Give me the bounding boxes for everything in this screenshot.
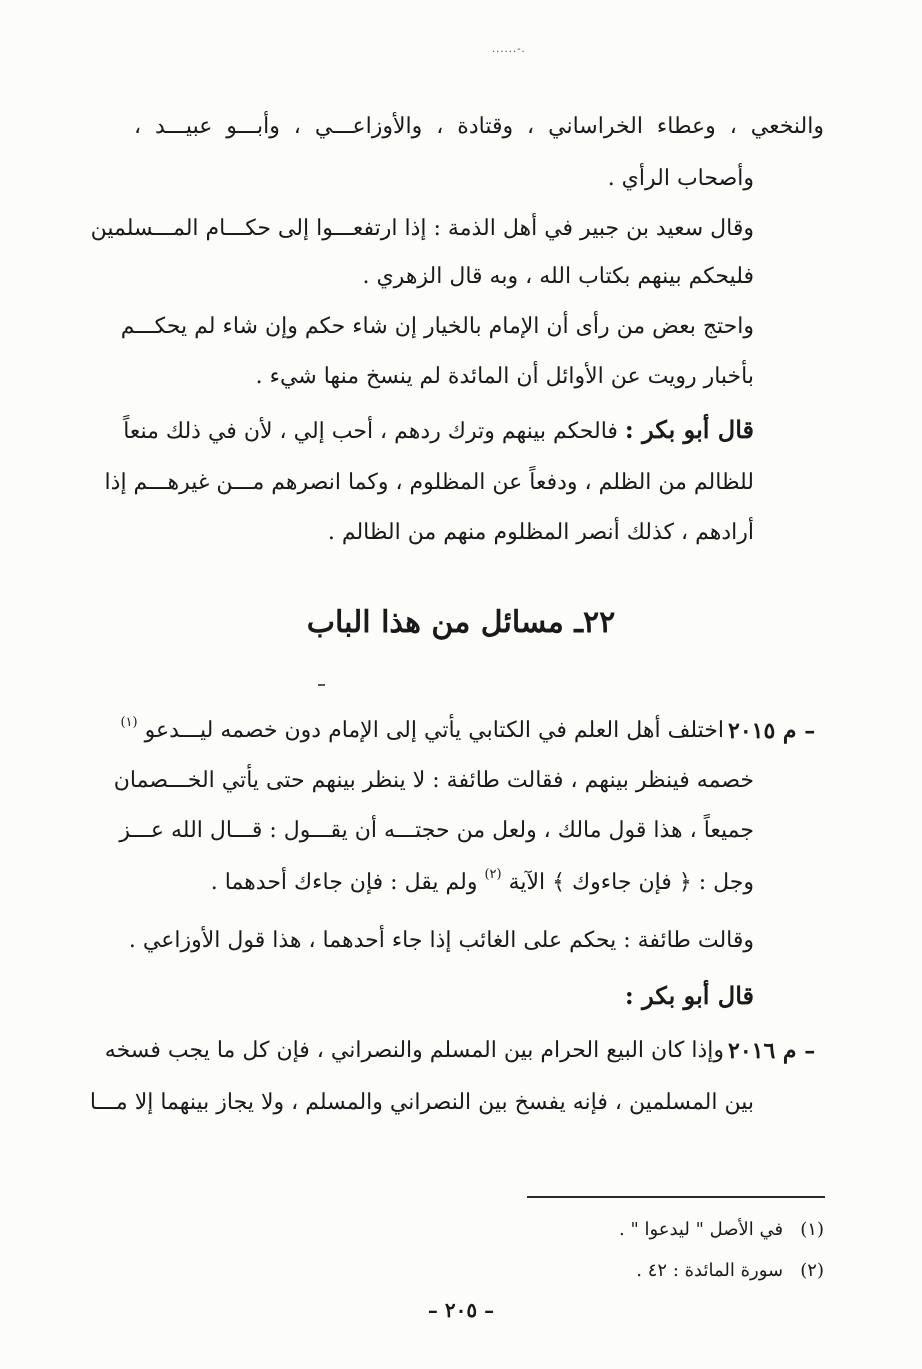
text-line: فليحكم بينهم بكتاب الله ، وبه قال الزهري . [362,264,754,289]
abu-bakr-line [123,415,754,444]
issue-marker-2015: م ٢٠١٥ – [728,718,816,744]
footnote-1 [619,1221,824,1239]
header-marks: ......-. [492,44,526,55]
text-line: جميعاً ، هذا قول مالك ، ولعل من حجتـــه أن يقـــول : قـــال الله عـــز [119,818,754,843]
text-line: وإذا كان البيع الحرام بين المسلم والنصراني ، فإن كل ما يجب فسخه [104,1038,724,1063]
abu-bakr-label: قال أبو بكر : [624,415,754,444]
text-line: بأخبار رويت عن الأوائل أن المائدة لم ينسخ منها شيء . [255,364,754,389]
text-line: للظالم من الظلم ، ودفعاً عن المظلوم ، وكما انصرهم مـــن غيرهـــم إذا [104,470,754,495]
text-line: وأصحاب الرأي . [607,166,754,191]
footnote-ref-1: (١) [120,715,138,730]
footnote-ref-2: (٢) [484,867,502,882]
abu-bakr-line-2 [624,981,754,1010]
text-line: اختلف أهل العلم في الكتابي يأتي إلى الإمام دون خصمه ليـــدعو $^{(١)}$ [120,715,724,743]
text-line: واحتج بعض من رأى أن الإمام بالخيار إن شاء حكم وإن شاء لم يحكـــم [120,314,754,339]
text-line: وجل : ﴿ فإن جاءوك ﴾ الآية $^{(٢)}$ ولم يقل : فإن جاءك أحدهما . [210,867,754,895]
issue-marker-2016: م ٢٠١٦ – [728,1038,816,1064]
text-line: بين المسلمين ، فإنه يفسخ بين النصراني والمسلم ، ولا يجاز بينهما إلا مـــا [89,1090,754,1115]
ink-speck [318,684,325,686]
section-heading: ٢٢ـ مسائل من هذا الباب [306,605,616,640]
text-line: خصمه فينظر بينهم ، فقالت طائفة : لا ينظر بينهم حتى يأتي الخـــصمان [113,768,754,793]
footnote-text: سورة المائدة : ٤٢ . [636,1260,784,1281]
footnote-number: (٢) [800,1260,824,1281]
abu-bakr-label-2: قال أبو بكر : [624,981,754,1010]
page-number: – ٢٠٥ – [427,1298,495,1322]
footnote-text: في الأصل " ليدعوا " . [619,1219,784,1240]
footnote-number: (١) [800,1219,824,1240]
footnote-separator [527,1196,825,1198]
footnote-2 [636,1262,824,1280]
abu-bakr-text: فالحكم بينهم وترك ردهم ، أحب إلي ، لأن في ذلك منعاً [123,419,618,444]
text-line: والنخعي ، وعطاء الخراساني ، وقتادة ، والأوزاعـــي ، وأبـــو عبيـــد ، [134,114,824,139]
text-line: وقالت طائفة : يحكم على الغائب إذا جاء أحدهما ، هذا قول الأوزاعي . [128,928,754,953]
text-line: وقال سعيد بن جبير في أهل الذمة : إذا ارتفعـــوا إلى حكـــام المـــسلمين [90,216,754,241]
text-line: أرادهم ، كذلك أنصر المظلوم منهم من الظالم . [327,520,754,545]
